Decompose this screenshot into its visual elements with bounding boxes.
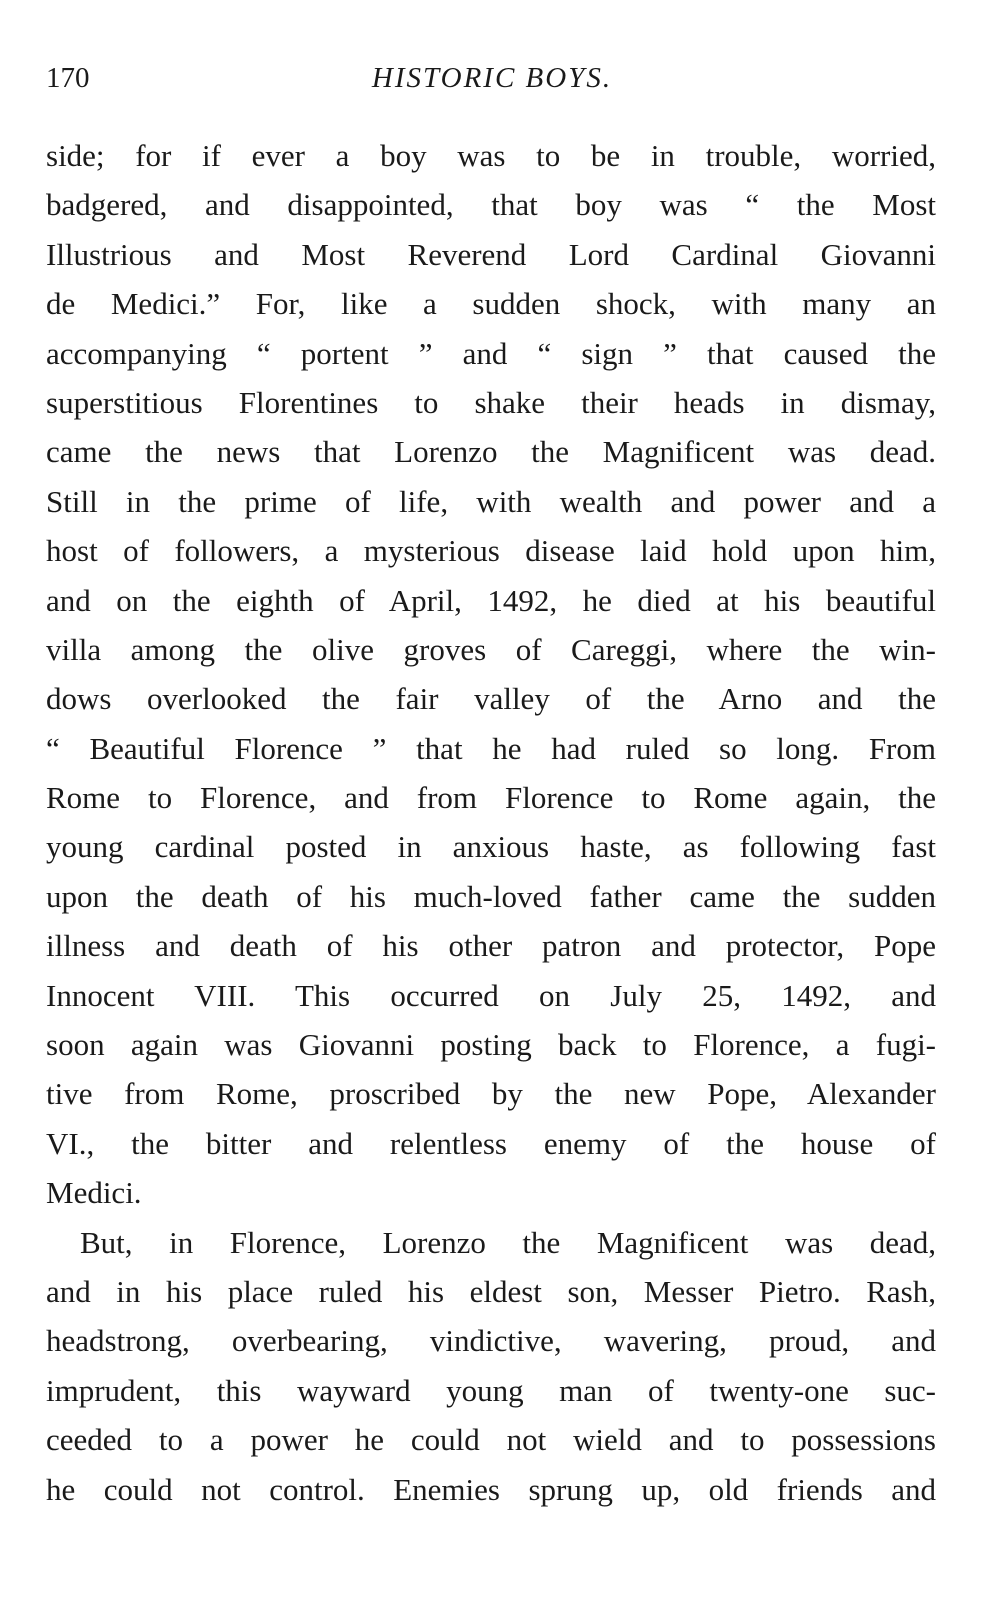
text-line: imprudent, this wayward young man of twenty-one suc- [46, 1372, 936, 1408]
text-line: accompanying “ portent ” and “ sign ” that caused the [46, 335, 936, 371]
text-line: dows overlooked the fair valley of the Arno and the [46, 681, 936, 717]
text-line: upon the death of his much-loved father came the sudden [46, 878, 936, 914]
text-line: de Medici.” For, like a sudden shock, with many an [46, 286, 936, 322]
text-line: and on the eighth of April, 1492, he died at his beautiful [46, 582, 936, 618]
body-text [46, 131, 936, 1514]
text-line: young cardinal posted in anxious haste, as following fast [46, 829, 936, 865]
text-line: But, in Florence, Lorenzo the Magnificent was dead, [80, 1224, 936, 1260]
text-line: ceeded to a power he could not wield and to possessions [46, 1422, 936, 1458]
text-line: superstitious Florentines to shake their heads in dismay, [46, 384, 936, 420]
text-line: Medici. [46, 1175, 142, 1211]
text-line: came the news that Lorenzo the Magnificent was dead. [46, 434, 936, 470]
text-line: Innocent VIII. This occurred on July 25, 1492, and [46, 977, 936, 1013]
text-line: and in his place ruled his eldest son, Messer Pietro. Rash, [46, 1273, 936, 1309]
text-line: “ Beautiful Florence ” that he had ruled so long. From [46, 730, 936, 766]
running-title: HISTORIC BOYS. [371, 62, 613, 94]
text-line: Rome to Florence, and from Florence to Rome again, the [46, 780, 936, 816]
text-line: VI., the bitter and relentless enemy of the house of [46, 1125, 936, 1161]
text-line: host of followers, a mysterious disease laid hold upon him, [46, 533, 936, 569]
text-line: he could not control. Enemies sprung up, old friends and [46, 1471, 936, 1507]
text-line: badgered, and disappointed, that boy was “ the Most [46, 187, 936, 223]
text-line: Illustrious and Most Reverend Lord Cardinal Giovanni [46, 236, 936, 272]
paragraph-1 [46, 131, 936, 1218]
text-line: side; for if ever a boy was to be in trouble, worried, [46, 138, 936, 173]
text-line: villa among the olive groves of Careggi, where the win- [46, 631, 936, 667]
text-line: headstrong, overbearing, vindictive, wavering, proud, and [46, 1323, 936, 1359]
text-line: Still in the prime of life, with wealth and power and a [46, 483, 936, 519]
text-line: soon again was Giovanni posting back to Florence, a fugi- [46, 1027, 936, 1063]
page-number: 170 [46, 62, 90, 94]
paragraph-2 [46, 1218, 936, 1514]
text-line: tive from Rome, proscribed by the new Pope, Alexander [46, 1076, 936, 1112]
page-header [46, 62, 938, 102]
text-line: illness and death of his other patron and protector, Pope [46, 928, 936, 964]
